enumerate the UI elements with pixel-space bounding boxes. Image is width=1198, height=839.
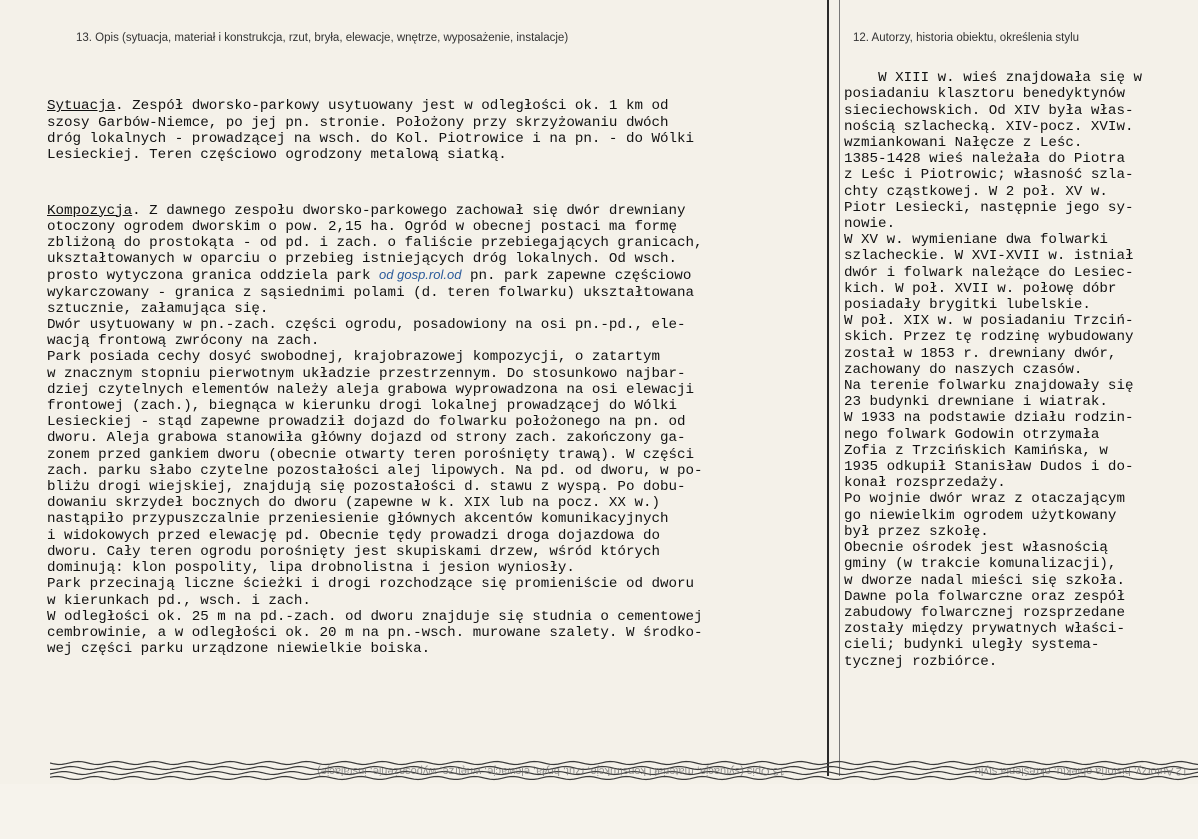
- history-line: zostały między prywatnych właści-: [844, 621, 1125, 638]
- section-13-header: 13. Opis (sytuacja, materiał i konstrukcja, rzut, bryła, elewacje, wnętrze, wyposażenie, instalacje): [76, 32, 569, 44]
- kompozycja-line: dworu. Cały teren ogrodu porośnięty jest skupiskami drzew, wśród których: [47, 543, 660, 560]
- history-line: szlacheckie. W XVI-XVII w. istniał: [844, 248, 1134, 265]
- kompozycja-line: sztucznie, załamująca się.: [47, 300, 269, 317]
- kompozycja-line: prosto wytyczona granica oddziela park: [47, 268, 380, 285]
- history-line: gminy (w trakcie komunalizacji),: [844, 556, 1117, 573]
- history-line: W 1933 na podstawie działu rodzin-: [844, 410, 1134, 427]
- history-line: dwór i folwark należące do Lesiec-: [844, 264, 1134, 281]
- kompozycja-line: nastąpiło przypuszczalnie przeniesienie głównych akcentów komunikacyjnych: [47, 511, 669, 528]
- kompozycja-line: dworu. Aleja grabowa stanowiła główny dojazd od strony zach. zakończony ga-: [47, 430, 686, 447]
- history-column: [844, 54, 1142, 686]
- kompozycja-line: dominują: klon pospolity, lipa drobnolistna i jesion wyniosły.: [47, 560, 575, 577]
- history-line: został w 1853 r. drewniany dwór,: [844, 345, 1117, 362]
- history-line: Piotr Lesiecki, następnie jego sy-: [844, 199, 1134, 216]
- kompozycja-line: zach. parku słabo czytelne pozostałości alej lipowych. Na pd. od dworu, w po-: [47, 462, 703, 479]
- history-line: go niewielkim ogrodem użytkowany: [844, 507, 1117, 524]
- kompozycja-line: frontowej (zach.), biegnąca w kierunku drogi lokalnej prowadzącej do Wólki: [47, 398, 678, 415]
- kompozycja-body: [47, 285, 703, 657]
- history-line: Dawne pola folwarczne oraz zespół: [844, 588, 1125, 605]
- history-line: 1385-1428 wieś należała do Piotra: [844, 151, 1125, 168]
- page-footer-margin: [0, 784, 1198, 839]
- kompozycja-line: dziej czytelnych elementów należy aleja grabowa wyprowadzona na osi elewacji: [47, 381, 695, 398]
- history-line: wzmiankowani Nałęcze z Leśc.: [844, 135, 1083, 152]
- kompozycja-line: w znacznym stopniu pierwotnym układzie przestrzennym. Do stosunkowo najbar-: [47, 365, 686, 382]
- history-line: Obecnie ośrodek jest własnością: [844, 540, 1108, 557]
- kompozycja-line: bliżu drogi wiejskiej, znajdują się pozostałości d. stawu z wyspą. Po dobu-: [47, 479, 686, 496]
- kompozycja-line: Dwór usytuowany w pn.-zach. części ogrodu, posadowiony na osi pn.-pd., ele-: [47, 317, 686, 334]
- kompozycja-heading: Kompozycja: [47, 202, 133, 219]
- sytuacja-paragraph: [47, 98, 703, 163]
- history-line: tycznej rozbiórce.: [844, 653, 998, 670]
- history-line: 23 budynki drewniane i wiatrak.: [844, 394, 1108, 411]
- mirrored-left-label: 13 Opis (sytuacja, materiał i konstrukcja, rzut, bryła, elewacje, wnętrze, wyposażenie, instalacje): [317, 765, 785, 777]
- history-line: zabudowy folwarcznej rozsprzedane: [844, 604, 1125, 621]
- history-line: zachowany do naszych czasów.: [844, 361, 1083, 378]
- history-line: posiadaniu klasztoru benedyktynów: [844, 86, 1125, 103]
- history-line: cieli; budynki uległy systema-: [844, 637, 1100, 654]
- sytuacja-line: . Zespół dworsko-parkowy usytuowany jest w odległości ok. 1 km od: [115, 98, 669, 115]
- history-line: skich. Przez tę rodzinę wybudowany: [844, 329, 1134, 346]
- history-line: konał rozsprzedaży.: [844, 475, 1006, 492]
- kompozycja-line: dowaniu skrzydeł bocznych do dworu (zapewne w k. XIX lub na pocz. XX w.): [47, 495, 660, 512]
- sytuacja-line: dróg lokalnych - prowadzącej na wsch. do Kol. Piotrowice i na pn. - do Wólki: [47, 130, 695, 147]
- mirrored-print-through: [50, 758, 1198, 784]
- kompozycja-line: w kierunkach pd., wsch. i zach.: [47, 592, 311, 609]
- kompozycja-line: zonem przed gankiem dworu (obecnie otwarty teren porośnięty trawą). W części: [47, 446, 695, 463]
- history-body: [844, 70, 1142, 669]
- kompozycja-line: ukształtowanych w oparciu o przebieg istniejących dróg lokalnych. Od wsch.: [47, 251, 678, 268]
- handwritten-insert: od gosp.rol.od: [379, 267, 462, 283]
- sytuacja-line: Lesieckiej. Teren częściowo ogrodzony metalową siatką.: [47, 147, 507, 164]
- history-line: nowie.: [844, 216, 896, 233]
- kompozycja-line: wykarczowany - granica z sąsiednimi polami (d. teren folwarku) ukształtowana: [47, 284, 695, 301]
- history-line: chty cząstkowej. W 2 poł. XV w.: [844, 183, 1108, 200]
- history-line: W poł. XIX w. w posiadaniu Trzciń-: [844, 313, 1134, 330]
- kompozycja-line: i widokowych przed elewację pd. Obecnie tędy prowadzi droga dojazdowa do: [47, 527, 660, 544]
- history-line: nego folwark Godowin otrzymała: [844, 426, 1100, 443]
- mirrored-right-label: 12 Autorzy, historia obiektu, określenia stylu: [974, 765, 1188, 777]
- history-line: posiadały brygitki lubelskie.: [844, 297, 1091, 314]
- kompozycja-line: Park przecinają liczne ścieżki i drogi rozchodzące się promieniście od dworu: [47, 576, 695, 593]
- kompozycja-line: . Z dawnego zespołu dworsko-parkowego zachował się dwór drewniany: [132, 202, 686, 219]
- kompozycja-line: cembrowinie, a w odległości ok. 20 m na pn.-wsch. murowane szalety. W środko-: [47, 624, 703, 641]
- kompozycja-line: pn. park zapewne częściowo: [461, 268, 692, 285]
- kompozycja-paragraph: [47, 203, 703, 658]
- kompozycja-line: Park posiada cechy dosyć swobodnej, krajobrazowej kompozycji, o zatartym: [47, 349, 660, 366]
- kompozycja-line: otoczony ogrodem dworskim o pow. 2,15 ha. Ogród w obecnej postaci ma formę: [47, 218, 678, 235]
- history-line: z Leśc i Piotrowic; własność szla-: [844, 167, 1134, 184]
- kompozycja-line: wacją frontową zwrócony na zach.: [47, 333, 320, 350]
- column-divider: [827, 0, 829, 776]
- history-line: sieciechowskich. Od XIV była włas-: [844, 102, 1134, 119]
- history-line: w dworze nadal mieści się szkoła.: [844, 572, 1125, 589]
- bottom-wave-band: [50, 758, 1198, 784]
- history-line: kich. W poł. XVII w. połowę dóbr: [844, 280, 1117, 297]
- history-line: Po wojnie dwór wraz z otaczającym: [844, 491, 1125, 508]
- kompozycja-line: wej części parku urządzone niewielkie boiska.: [47, 641, 431, 658]
- history-line: Na terenie folwarku znajdowały się: [844, 378, 1134, 395]
- kompozycja-line: Lesieckiej - stąd zapewne prowadził dojazd do folwarku położonego na pn. od: [47, 414, 686, 431]
- history-line: W XIII w. wieś znajdowała się w: [878, 70, 1142, 87]
- description-column: [47, 66, 703, 697]
- history-line: nością szlachecką. XIV-pocz. XVIw.: [844, 118, 1134, 135]
- column-divider-secondary: [839, 0, 840, 776]
- history-line: był przez szkołę.: [844, 523, 989, 540]
- sytuacja-line: szosy Garbów-Niemce, po jej pn. stronie. Położony przy skrzyżowaniu dwóch: [47, 114, 669, 131]
- kompozycja-line: zbliżoną do prostokąta - od pd. i zach. o faliście przebiegających granicach,: [47, 235, 703, 252]
- sytuacja-heading: Sytuacja: [47, 98, 116, 115]
- history-line: 1935 odkupił Stanisław Dudos i do-: [844, 459, 1134, 476]
- section-12-header: 12. Autorzy, historia obiektu, określenia stylu: [853, 32, 1080, 44]
- history-line: Zofia z Trzcińskich Kamińska, w: [844, 442, 1108, 459]
- kompozycja-line: W odległości ok. 25 m na pd.-zach. od dworu znajduje się studnia o cementowej: [47, 608, 703, 625]
- history-line: W XV w. wymieniane dwa folwarki: [844, 232, 1108, 249]
